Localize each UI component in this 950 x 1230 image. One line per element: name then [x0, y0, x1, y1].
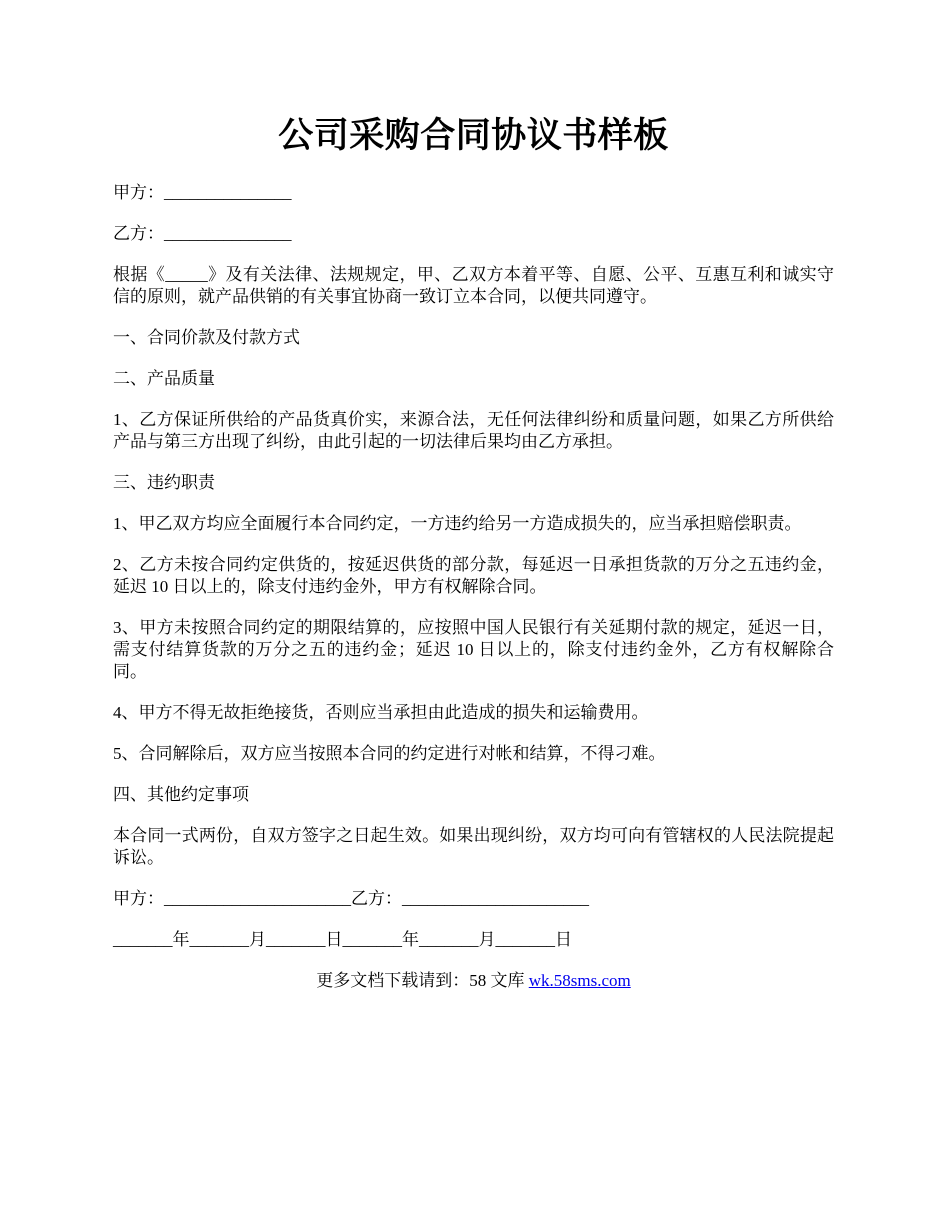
section-1-heading: 一、合同价款及付款方式 — [113, 328, 300, 347]
section-2-heading: 二、产品质量 — [113, 369, 215, 388]
section-4-text: 本合同一式两份，自双方签字之日起生效。如果出现纠纷，双方均可向有管辖权的人民法院提起诉讼。 — [113, 826, 834, 867]
section-3-heading: 三、违约职责 — [113, 473, 215, 492]
document-title: 公司采购合同协议书样板 — [278, 116, 669, 155]
section-3-item-3: 3、甲方未按照合同约定的期限结算的，应按照中国人民银行有关延期付款的规定，延迟一日，需支付结算货款的万分之五的违约金；延迟 10 日以上的，除支付违约金外，乙方有权解除合同。 — [113, 618, 834, 681]
party-a-line: 甲方：_______________ — [113, 183, 292, 202]
section-4-heading: 四、其他约定事项 — [113, 785, 249, 804]
intro-paragraph: 根据《_____》及有关法律、法规规定，甲、乙双方本着平等、自愿、公平、互惠互利和诚实守信的原则，就产品供销的有关事宜协商一致订立本合同，以便共同遵守。 — [113, 265, 834, 306]
section-3-item-1: 1、甲乙双方均应全面履行本合同约定，一方违约给另一方造成损失的，应当承担赔偿职责。 — [113, 514, 802, 533]
section-3-item-4: 4、甲方不得无故拒绝接货，否则应当承担由此造成的损失和运输费用。 — [113, 703, 649, 722]
signature-line: 甲方：______________________乙方：______________________ — [113, 889, 589, 908]
footer-link[interactable]: wk.58sms.com — [528, 971, 631, 990]
section-3-item-5: 5、合同解除后，双方应当按照本合同的约定进行对帐和结算，不得刁难。 — [113, 744, 666, 763]
footer — [113, 970, 834, 992]
date-line: _______年_______月_______日_______年_______月_______日 — [113, 930, 572, 949]
section-2-item-1: 1、乙方保证所供给的产品货真价实，来源合法，无任何法律纠纷和质量问题，如果乙方所供给产品与第三方出现了纠纷，由此引起的一切法律后果均由乙方承担。 — [113, 410, 834, 451]
party-b-line: 乙方：_______________ — [113, 224, 292, 243]
section-3-item-2: 2、乙方未按合同约定供货的，按延迟供货的部分款，每延迟一日承担货款的万分之五违约金，延迟 10 日以上的，除支付违约金外，甲方有权解除合同。 — [113, 555, 834, 596]
footer-prefix: 更多文档下载请到：58 文库 — [316, 971, 529, 990]
